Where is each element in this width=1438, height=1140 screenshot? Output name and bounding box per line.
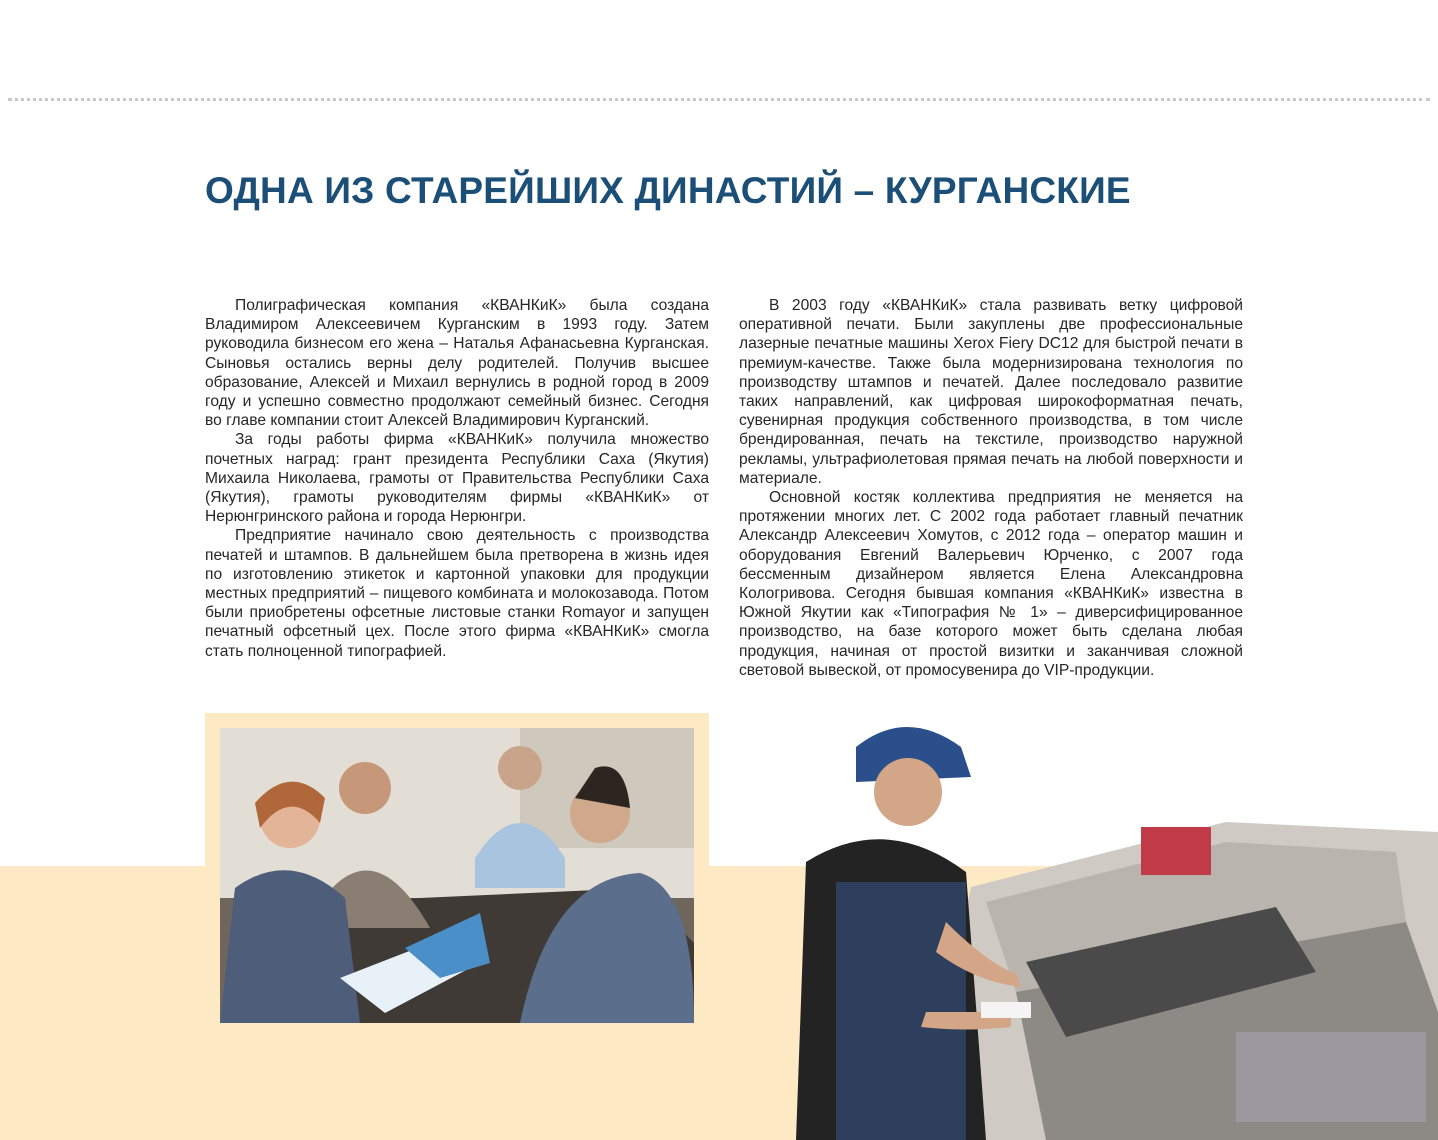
team-meeting-photo [220,728,694,1023]
page-title: ОДНА ИЗ СТАРЕЙШИХ ДИНАСТИЙ – КУРГАНСКИЕ [205,170,1131,211]
paragraph: Полиграфическая компания «КВАНКиК» была создана Владимиром Алексеевичем Курганским в 1993 году. Затем руководила бизнесом его жена – Наталья Афанасьевна Курганская. Сыновья остались верны делу родителей. Получив высшее образование, Алексей и Михаил вернулись в родной город в 2009 году и успешно совместно продолжают семейный бизнес. Сегодня во главе компании стоит Алексей Владимирович Курганский. [205,297,709,430]
printing-operator-photo [796,712,1438,1140]
text-column-left [205,296,709,661]
paragraph: За годы работы фирма «КВАНКиК» получила множество почетных наград: грант президента Республики Саха (Якутия) Михаила Николаева, грамоты от Правительства Республики Саха (Якутия), грамоты руководителям фирмы «КВАНКиК» от Нерюнгринского района и города Нерюнгри. [205,431,709,526]
text-column-right [739,296,1243,680]
paragraph: Предприятие начинало свою деятельность с производства печатей и штампов. В дальнейшем была претворена в жизнь идея по изготовлению этикеток и картонной упаковки для продукции местных предприятий – пищевого комбината и молокозавода. Потом были приобретены офсетные листовые станки Romayor и запущен печатный офсетный цех. После этого фирма «КВАНКиК» смогла стать полноценной типографией. [205,527,709,660]
paragraph: В 2003 году «КВАНКиК» стала развивать ветку цифровой оперативной печати. Были закуплены две профессиональные лазерные печатные машины Xerox Fiery DC12 для быстрой печати в премиум-качестве. Также была модернизирована технология по производству штампов и печатей. Далее последовало развитие таких направлений, как цифровая широкоформатная печать, сувенирная продукция собственного производства, в том числе брендированная, печать на текстиле, производство наружной рекламы, ультрафиолетовая прямая печать на любой поверхности и материале. [739,297,1243,487]
dotted-divider [8,98,1430,101]
paragraph: Основной костяк коллектива предприятия не меняется на протяжении многих лет. С 2002 года работает главный печатник Александр Алексеевич Хомутов, с 2012 года – оператор машин и оборудования Евгений Валерьевич Юрченко, с 2007 года бессменным дизайнером является Елена Александровна Кологривова. Сегодня бывшая компания «КВАНКиК» известна в Южной Якутии как «Типография № 1» – диверсифицированное производство, на базе которого может быть сделана любая продукция, начиная от простой визитки и заканчивая сложной световой вывеской, от промосувенира до VIP-продукции. [739,489,1243,679]
